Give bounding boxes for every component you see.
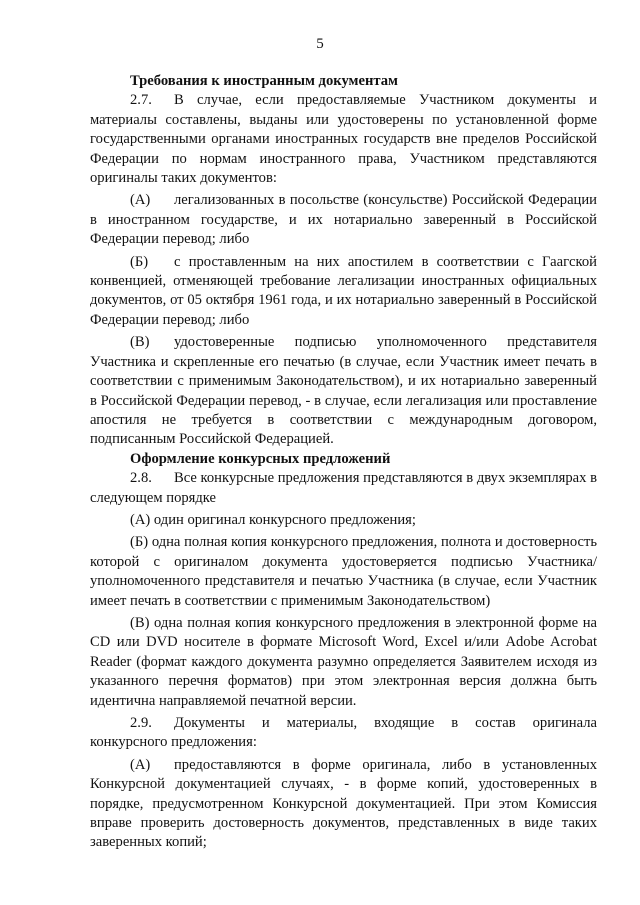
clause-label: (А) (130, 192, 151, 209)
section-heading-foreign-documents: Требования к иностранным документам (130, 73, 398, 89)
clause-text: В случае, если предоставляемые Участником документы и материалы составлены, выданы или удостоверены по установленной форме государственными органами иностранных государств вне пределов Российской Федерации по нормам иностранного права, Участником представляются оригиналы таких документов: (90, 92, 597, 187)
clause-label: (А) (130, 756, 151, 773)
clause-2-8-c: (В) одна полная копия конкурсного предложения в электронной форме на CD или DVD носителе в формате Microsoft Word, Excel и/или Adobe Acrobat Reader (формат каждого документа разумно определяется Заявителем исходя из указанного перечня форматов) при этом электронная версия должна быть идентична направляемой печатной версии. (90, 614, 597, 709)
section-heading-proposal-format: Оформление конкурсных предложений (130, 450, 391, 467)
clause-label: (Б) (130, 253, 149, 270)
clause-2-7-b (90, 253, 597, 331)
clause-text: предоставляются в форме оригинала, либо в установленных Конкурсной документацией случаях, - в форме копий, удостоверенных в порядке, предусмотренном Конкурсной документацией. При этом Комиссия вправе проверить достоверность документов, представленных в виде таких заверенных копий; (90, 756, 597, 851)
document-body (90, 72, 597, 853)
clause-2-9-a (90, 756, 597, 853)
clause-text: легализованных в посольстве (консульстве) Российской Федерации в иностранном государстве, и их нотариально заверенный в Российской Федерации перевод; либо (90, 192, 597, 248)
clause-2-8-b: (Б) одна полная копия конкурсного предложения, полнота и достоверность которой с оригиналом документа удостоверяется подписью Участника/уполномоченного представителя и печатью Участника (в случае, если Участник имеет печать в соответствии с применимым Законодательством) (90, 534, 597, 609)
clause-2-7-c (90, 333, 597, 449)
clause-label: 2.9. (130, 715, 152, 731)
clause-2-9 (90, 714, 597, 753)
clause-2-7-a (90, 191, 597, 249)
clause-2-8-a: (А) один оригинал конкурсного предложения; (130, 511, 416, 528)
clause-text: удостоверенные подписью уполномоченного представителя Участника и скрепленные его печатью (в случае, если Участник имеет печать в соответствии с применимым Законодательством), и их нотариально заверенный в Российской Федерации перевод, - в случае, если легализация или проставление апостиля не требуется в соответствии с международным договором, подписанным Российской Федерацией. (90, 334, 597, 448)
clause-text: Документы и материалы, входящие в состав оригинала конкурсного предложения: (90, 715, 597, 751)
clause-label: (В) (130, 334, 150, 351)
clause-text: с проставленным на них апостилем в соответствии с Гаагской конвенцией, отменяющей требование легализации иностранных официальных документов, от 05 октября 1961 года, и их нотариально заверенный в Российской Федерации перевод; либо (90, 253, 597, 328)
page-number: 5 (316, 36, 324, 52)
clause-2-8 (90, 469, 597, 508)
clause-label: 2.8. (130, 470, 152, 487)
clause-2-7 (90, 91, 597, 188)
clause-text: Все конкурсные предложения представляются в двух экземплярах в следующем порядке (90, 470, 597, 506)
clause-label: 2.7. (130, 92, 152, 109)
